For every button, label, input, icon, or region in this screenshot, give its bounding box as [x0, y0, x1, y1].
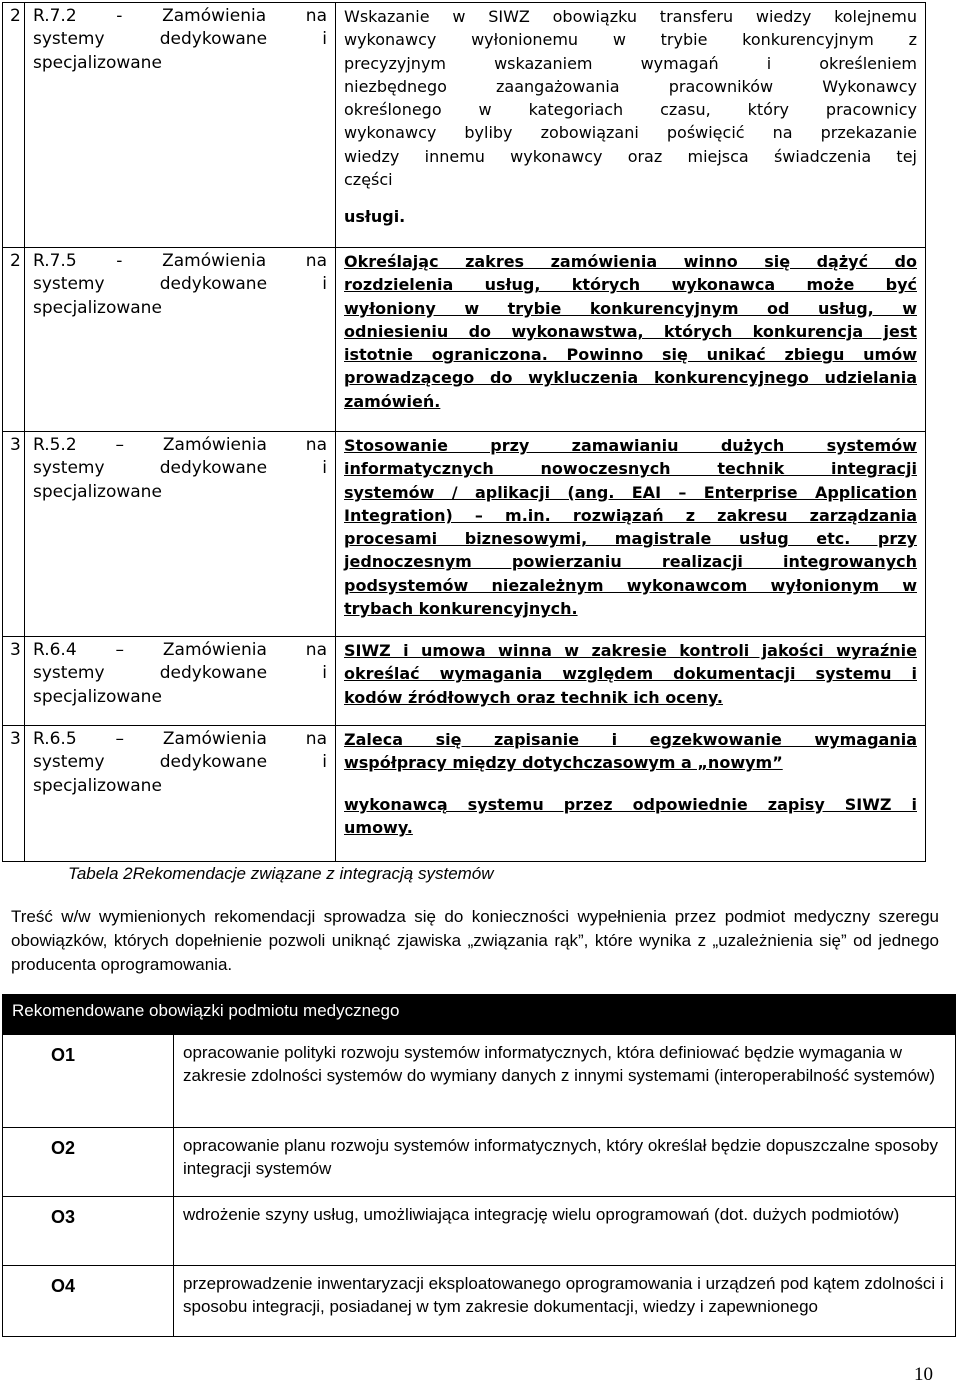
recommendation-name-line: specjalizowane — [33, 52, 162, 73]
table-row — [3, 726, 926, 862]
recommendation-name-line: R.6.4 – Zamówienia na — [33, 640, 327, 660]
obligation-code: O3 — [3, 1197, 174, 1266]
row-number: 3 — [3, 432, 25, 637]
description-line: określać wymagania względem dokumentacji systemu i — [344, 664, 917, 684]
description-line: Wskazanie w SIWZ obowiązku transferu wiedzy kolejnemu — [344, 7, 917, 26]
obligation-text: opracowanie planu rozwoju systemów informatycznych, który określał będzie dopuszczalne sposoby integracji systemów — [174, 1128, 956, 1197]
description-line: trybach konkurencyjnych. — [344, 599, 578, 619]
description-line: wykonawcą systemu przez odpowiednie zapisy SIWZ i — [344, 794, 917, 814]
table-row — [3, 1197, 956, 1266]
recommendation-name-line: specjalizowane — [33, 297, 162, 318]
row-number: 3 — [3, 637, 25, 726]
recommendation-description — [336, 248, 926, 432]
description-line: Określając zakres zamówienia winno się dążyć do — [344, 252, 917, 271]
description-line: wykonawcy byliby zobowiązani poświęcić na przekazanie — [344, 123, 917, 143]
row-number: 3 — [3, 726, 25, 862]
obligations-table — [2, 1034, 956, 1337]
recommendation-description — [336, 432, 926, 637]
recommendations-table — [2, 2, 926, 862]
obligation-code: O2 — [3, 1128, 174, 1197]
description-line: SIWZ i umowa winna w zakresie kontroli jakości wyraźnie — [344, 641, 917, 660]
description-line: części — [344, 170, 393, 190]
description-line: współpracy między dotychczasowym a „nowym” — [344, 753, 783, 773]
description-line: istotnie ograniczona. Powinno się unikać zbiegu umów — [344, 345, 917, 365]
row-number: 2 — [3, 248, 25, 432]
description-line: procesami biznesowymi, magistrale usług etc. przy — [344, 529, 917, 549]
body-paragraph: Treść w/w wymienionych rekomendacji sprowadza się do konieczności wypełnienia przez podmiot medyczny szeregu obowiązków, których dopełnienie pozwoli uniknąć zjawiska „związania rąk”, które wynika z „uzależnienia się” od jednego producenta oprogramowania. — [11, 907, 939, 974]
description-line: wykonawcy wyłonionemu w trybie konkurencyjnym z — [344, 30, 917, 50]
recommendation-name — [25, 248, 336, 432]
recommendation-name-line: R.6.5 – Zamówienia na — [33, 729, 327, 749]
table-row — [3, 3, 926, 248]
description-line: kodów źródłowych oraz technik ich oceny. — [344, 687, 723, 707]
recommendation-name-line: systemy dedykowane i — [33, 274, 327, 295]
description-line: określonego w kategoriach czasu, który pracownicy — [344, 100, 917, 120]
row-number: 2 — [3, 3, 25, 248]
recommendation-name-line: systemy dedykowane i — [33, 29, 327, 50]
obligations-header: Rekomendowane obowiązki podmiotu medycznego — [2, 994, 956, 1034]
table-row — [3, 432, 926, 637]
table-row — [3, 248, 926, 432]
recommendation-name-line: specjalizowane — [33, 481, 162, 502]
recommendation-name-line: R.7.5 - Zamówienia na — [33, 251, 327, 271]
description-line: Zaleca się zapisanie i egzekwowanie wymagania — [344, 730, 917, 749]
description-gap — [344, 775, 917, 793]
description-line: prowadzącego do wykluczenia konkurencyjnego udzielania — [344, 368, 917, 388]
obligation-text: przeprowadzenie inwentaryzacji eksploatowanego oprogramowania i urządzeń pod kątem zdolności i sposobu integracji, posiadanej w tym zakresie dokumentacji, wiedzy i zapewnionego — [174, 1266, 956, 1337]
recommendation-name — [25, 726, 336, 862]
description-line: systemów / aplikacji (ang. EAI – Enterprise Application — [344, 482, 917, 502]
recommendation-name-line: specjalizowane — [33, 775, 162, 796]
description-line: Integration) – m.in. rozwiązań z zakresu zarządzania — [344, 505, 917, 525]
recommendation-name — [25, 637, 336, 726]
obligation-text: opracowanie polityki rozwoju systemów informatycznych, która definiować będzie wymagania w zakresie zdolności systemów do wymiany danych z innymi systemami (interoperabilność systemów) — [174, 1035, 956, 1128]
description-line: usługi. — [344, 207, 406, 227]
recommendation-name-line: systemy dedykowane i — [33, 752, 327, 773]
recommendation-name — [25, 432, 336, 637]
table-row — [3, 637, 926, 726]
obligation-text: wdrożenie szyny usług, umożliwiająca integrację wielu oprogramowań (dot. dużych podmiotów) — [174, 1197, 956, 1266]
table-row — [3, 1128, 956, 1197]
description-line: podsystemów niezależnym wykonawcom wyłonionym w — [344, 575, 917, 595]
description-line: precyzyjnym wskazaniem wymagań i określeniem — [344, 53, 917, 73]
description-line: umowy. — [344, 817, 413, 837]
table-row — [3, 1035, 956, 1128]
description-line: wiedzy innemu wykonawcy oraz miejsca świadczenia tej — [344, 146, 917, 166]
obligation-code: O4 — [3, 1266, 174, 1337]
description-line: odniesieniu do wykonawstwa, których konkurencja jest — [344, 321, 917, 341]
description-line: jednoczesnym powierzaniu realizacji integrowanych — [344, 552, 917, 572]
obligation-code: O1 — [3, 1035, 174, 1128]
description-line: niezbędnego zaangażowania pracowników Wykonawcy — [344, 76, 917, 96]
recommendation-name-line: specjalizowane — [33, 686, 162, 707]
recommendation-name-line: systemy dedykowane i — [33, 458, 327, 479]
recommendation-name-line: systemy dedykowane i — [33, 663, 327, 684]
table-row — [3, 1266, 956, 1337]
recommendation-description — [336, 726, 926, 862]
table-caption: Tabela 2Rekomendacje związane z integracją systemów — [68, 864, 494, 883]
description-line: Stosowanie przy zamawianiu dużych systemów — [344, 436, 917, 455]
description-line: zamówień. — [344, 391, 441, 411]
recommendation-name-line: R.7.2 - Zamówienia na — [33, 6, 327, 26]
recommendation-description — [336, 637, 926, 726]
description-line: rozdzielenia usług, których wykonawca może być — [344, 275, 917, 295]
recommendation-name-line: R.5.2 – Zamówienia na — [33, 435, 327, 455]
description-line: wyłoniony w trybie konkurencyjnym od usług, w — [344, 298, 917, 318]
recommendation-name — [25, 3, 336, 248]
page-number: 10 — [914, 1364, 933, 1385]
description-line: informatycznych nowoczesnych technik integracji — [344, 459, 917, 479]
recommendation-description — [336, 3, 926, 248]
